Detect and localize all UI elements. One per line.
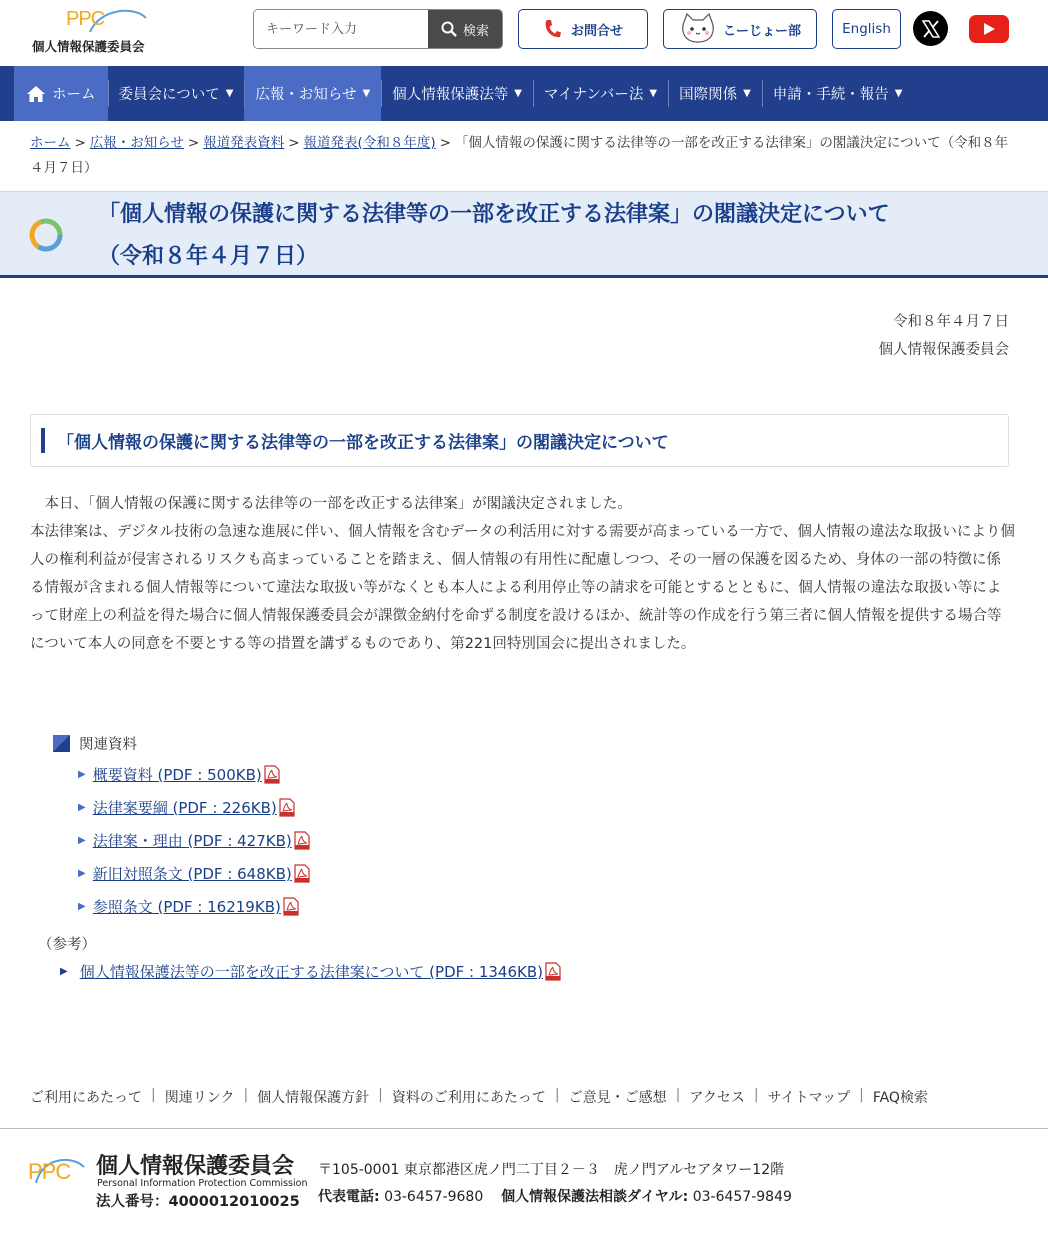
- footer-logo-mark: PPC: [28, 1159, 71, 1184]
- breadcrumb-press[interactable]: 報道発表資料: [203, 135, 285, 151]
- page-title-line2: （令和８年４月７日）: [98, 244, 319, 269]
- site-header: [0, 0, 1048, 66]
- breadcrumb-sep: >: [288, 135, 300, 151]
- pdf-icon: [283, 897, 299, 916]
- breadcrumb-current: 「個人情報の保護に関する法律等の一部を改正する法律案」の閣議決定について（令和８年４月７日）: [30, 135, 1009, 176]
- caret-down-icon: ▼: [894, 88, 903, 99]
- related-list: [78, 758, 310, 923]
- youtube-icon[interactable]: [969, 15, 1009, 43]
- caret-down-icon: ▼: [649, 88, 658, 99]
- triangle-bullet-icon: ▶: [78, 835, 86, 846]
- related-item: [78, 824, 310, 857]
- related-heading: [53, 733, 137, 754]
- footer-link-related[interactable]: 関連リンク: [164, 1090, 235, 1106]
- footer-tel-label: 代表電話:: [318, 1189, 380, 1205]
- global-nav: [0, 66, 1048, 121]
- nav-label-privacy-law: 個人情報保護法等: [392, 87, 509, 103]
- breadcrumb-news[interactable]: 広報・お知らせ: [89, 135, 184, 151]
- pdf-icon: [294, 831, 310, 850]
- nav-item-privacy-law[interactable]: [381, 66, 533, 121]
- contact-button[interactable]: [518, 9, 648, 49]
- footer-sep: |: [859, 1087, 864, 1103]
- nav-label-home: ホーム: [52, 87, 96, 103]
- footer-org-name: 個人情報保護委員会: [96, 1154, 295, 1179]
- caret-down-icon: ▼: [743, 88, 751, 99]
- contact-label: お問合せ: [570, 23, 623, 39]
- logo-mark: PPC: [66, 8, 105, 30]
- title-band: [0, 191, 1048, 278]
- kojo-button[interactable]: [663, 9, 817, 49]
- x-logo-icon[interactable]: [913, 11, 948, 46]
- triangle-bullet-icon: ▶: [60, 966, 68, 977]
- nav-item-applications[interactable]: [762, 66, 914, 121]
- cat-mascot-icon: [679, 12, 717, 46]
- triangle-bullet-icon: ▶: [78, 868, 86, 879]
- footer-link-privacy-policy[interactable]: 個人情報保護方針: [257, 1090, 370, 1106]
- section-heading-box: [30, 414, 1009, 467]
- search-icon: [441, 21, 457, 37]
- page-title-line1: 「個人情報の保護に関する法律等の一部を改正する法律案」の閣議決定について: [98, 202, 890, 227]
- footer-link-materials-use[interactable]: 資料のご利用にあたって: [391, 1090, 546, 1106]
- footer-sep: |: [243, 1087, 249, 1103]
- nav-item-home[interactable]: [14, 66, 108, 121]
- footer-link-sitemap[interactable]: サイトマップ: [767, 1090, 851, 1106]
- pdf-icon: [545, 962, 561, 981]
- reference-link[interactable]: 個人情報保護法等の一部を改正する法律案について (PDF : 1346KB): [79, 963, 543, 981]
- caret-down-icon: ▼: [225, 88, 234, 99]
- related-link-reference-articles[interactable]: 参照条文 (PDF : 16219KB): [92, 898, 281, 916]
- play-icon: [982, 22, 996, 36]
- search-button-label: 検索: [462, 23, 489, 39]
- nav-items: [14, 66, 914, 121]
- related-item: [78, 890, 310, 923]
- footer-link-faq[interactable]: FAQ検索: [872, 1090, 928, 1106]
- footer-sep: |: [151, 1087, 156, 1103]
- footer-sep: |: [378, 1087, 383, 1103]
- nav-item-mynumber[interactable]: [533, 66, 668, 121]
- footer-tel: 03-6457-9680: [384, 1189, 484, 1205]
- publisher: 個人情報保護委員会: [878, 342, 1009, 358]
- footer-phone: [318, 1186, 792, 1206]
- publish-date: 令和８年４月７日: [893, 314, 1009, 330]
- pdf-icon: [294, 864, 310, 883]
- breadcrumb-sep: >: [74, 135, 86, 151]
- related-link-bill[interactable]: 法律案・理由 (PDF : 427KB): [92, 832, 292, 850]
- nav-item-news[interactable]: [244, 66, 381, 121]
- footer-sep: |: [753, 1087, 759, 1103]
- logo-text: 個人情報保護委員会: [32, 39, 145, 54]
- square-bullet-icon: [53, 735, 70, 752]
- nav-label-news: 広報・お知らせ: [255, 87, 357, 103]
- home-icon: [26, 85, 46, 103]
- nav-label-mynumber: マイナンバー法: [543, 87, 644, 103]
- pdf-icon: [264, 765, 280, 784]
- related-link-comparison[interactable]: 新旧対照条文 (PDF : 648KB): [92, 865, 292, 883]
- footer-dial: 03-6457-9849: [692, 1189, 792, 1205]
- footer-links: [30, 1087, 928, 1107]
- date-block: [879, 308, 1010, 364]
- footer-sep: |: [554, 1087, 560, 1103]
- related-link-overview[interactable]: 概要資料 (PDF : 500KB): [92, 766, 262, 784]
- body-paragraph-1: 本日、「個人情報の保護に関する法律等の一部を改正する法律案」が閣議決定されました。: [30, 496, 632, 512]
- footer-address: 〒105-0001 東京都港区虎ノ門二丁目２－３ 虎ノ門アルセアタワー12階: [318, 1162, 785, 1178]
- body-paragraph-2: 本法律案は、デジタル技術の急速な進展に伴い、個人情報を含むデータの利活用に対する需要が高まっている一方で、個人情報の違法な取扱いにより個人の権利利益が侵害されるリスクも高まっていることを踏まえ、個人情報の有用性に配慮しつつ、その一層の保護を図るため、身体の一部の特徴に係る情報が含まれる個人情報等について違法な取扱い等がなくとも本人による利用停止等の請求を可能とするとともに、個人情報の違法な取扱い等によって財産上の利益を得た場合に個人情報保護委員会が課徴金納付を命ずる制度を設けるほか、統計等の作成を行う第三者に個人情報を提供する場合等について本人の同意を不要とする等の措置を講ずるものであり、第221回特別国会に提出されました。: [30, 524, 1015, 652]
- section-title: 「個人情報の保護に関する法律等の一部を改正する法律案」の閣議決定について: [57, 433, 669, 453]
- breadcrumb-sep: >: [187, 135, 200, 151]
- breadcrumb-sep: >: [439, 135, 451, 151]
- caret-down-icon: ▼: [362, 88, 371, 99]
- search-form: [253, 9, 503, 49]
- english-button[interactable]: English: [832, 9, 901, 49]
- nav-item-international[interactable]: [668, 66, 762, 121]
- search-button[interactable]: [428, 10, 502, 48]
- footer-link-terms[interactable]: ご利用にあたって: [30, 1090, 142, 1106]
- pdf-icon: [279, 798, 295, 817]
- caret-down-icon: ▼: [514, 88, 522, 99]
- search-input[interactable]: [254, 10, 428, 48]
- related-link-outline[interactable]: 法律案要綱 (PDF : 226KB): [92, 799, 277, 817]
- breadcrumb-home[interactable]: ホーム: [30, 135, 71, 151]
- triangle-bullet-icon: ▶: [78, 802, 86, 813]
- body-text: [30, 490, 1015, 658]
- nav-label-international: 国際関係: [679, 87, 738, 103]
- triangle-bullet-icon: ▶: [78, 901, 86, 912]
- footer-link-feedback[interactable]: ご意見・ご感想: [568, 1090, 667, 1106]
- nav-item-about[interactable]: [108, 66, 245, 121]
- kojo-label: こーじょー部: [722, 23, 801, 39]
- phone-icon: [543, 19, 561, 39]
- x-glyph-icon: [922, 20, 940, 38]
- breadcrumb-press-r8[interactable]: 報道発表(令和８年度): [303, 135, 436, 151]
- page-title: [98, 194, 998, 278]
- reference-item: [60, 961, 561, 982]
- nav-label-about: 委員会について: [118, 87, 220, 103]
- related-heading-label: 関連資料: [79, 737, 137, 753]
- footer-link-access[interactable]: アクセス: [689, 1090, 745, 1106]
- triangle-bullet-icon: ▶: [78, 769, 86, 780]
- footer-dial-label: 個人情報保護法相談ダイヤル:: [501, 1189, 689, 1205]
- footer-sep: |: [675, 1087, 681, 1103]
- footer-corporate-number: 法人番号：4000012010025: [96, 1194, 300, 1210]
- site-footer: [0, 1128, 1048, 1238]
- related-item: [78, 758, 310, 791]
- site-logo[interactable]: [30, 6, 160, 56]
- related-item: [78, 791, 310, 824]
- section-heading-bar: [41, 428, 45, 453]
- footer-org-name-en: Personal Information Protection Commission: [97, 1178, 308, 1189]
- nav-label-applications: 申請・手続・報告: [772, 87, 889, 103]
- ppc-ring-icon: [28, 217, 64, 253]
- related-item: [78, 857, 310, 890]
- reference-label: （参考）: [38, 937, 96, 953]
- breadcrumb: [30, 131, 1010, 181]
